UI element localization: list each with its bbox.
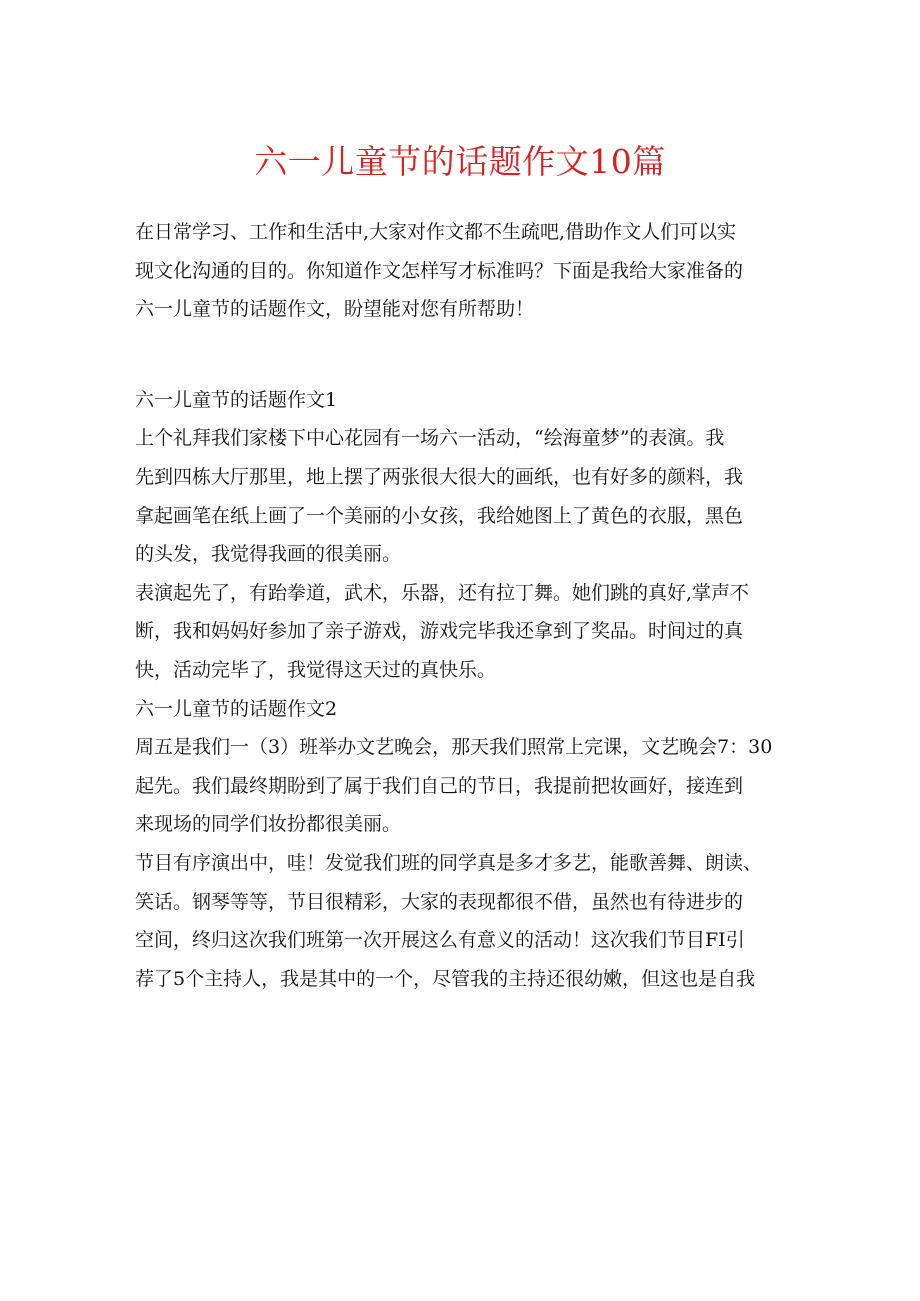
text-line: 快，活动完毕了，我觉得这天过的真快乐。	[135, 658, 497, 681]
document-body	[135, 213, 790, 998]
essay-2-paragraph-2	[135, 844, 790, 998]
paragraph-gap	[135, 329, 790, 381]
text-line: 起先。我们最终期盼到了属于我们自己的节日，我提前把妆画好，接连到	[135, 774, 744, 797]
text-line: 上个礼拜我们家楼下中心花园有一场六一活动，“绘海童梦”的表演。我	[135, 427, 725, 450]
intro-paragraph	[135, 213, 790, 329]
essay-2-paragraph-1	[135, 728, 790, 844]
text-line: 六一儿童节的话题作文，盼望能对您有所帮助！	[135, 298, 535, 321]
essay-2-heading: 六一儿童节的话题作文2	[135, 697, 338, 720]
essay-1-heading: 六一儿童节的话题作文1	[135, 388, 338, 411]
text-line: 现文化沟通的目的。你知道作文怎样写才标准吗？下面是我给大家准备的	[135, 259, 744, 282]
text-line: 笑话。钢琴等等，节目很精彩，大家的表现都很不借，虽然也有待进步的	[135, 890, 744, 913]
text-line: 在日常学习、工作和生活中,大家对作文都不生疏吧,借助作文人们可以实	[135, 221, 737, 243]
text-line: 空间，终归这次我们班第一次开展这么有意义的活动！这次我们节目FI引	[135, 929, 745, 952]
text-line: 荐了5个主持人，我是其中的一个，尽管我的主持还很幼嫩，但这也是自我	[135, 967, 756, 990]
document-title: 六一儿童节的话题作文10篇	[254, 142, 666, 181]
essay-1-paragraph-2	[135, 574, 790, 690]
text-line: 周五是我们一（3）班举办文艺晚会，那天我们照常上完课，文艺晚会7：30	[135, 736, 773, 759]
text-line: 先到四栋大厅那里，地上摆了两张很大很大的画纸，也有好多的颜料，我	[135, 465, 744, 488]
essay-1-paragraph-1	[135, 419, 790, 573]
text-line: 断，我和妈妈好参加了亲子游戏，游戏完毕我还拿到了奖品。时间过的真	[135, 620, 744, 643]
text-line: 来现场的同学们妆扮都很美丽。	[135, 813, 402, 836]
text-line: 拿起画笔在纸上画了一个美丽的小女孩，我给她图上了黄色的衣服，黑色	[135, 504, 744, 527]
text-line: 表演起先了，有跆拳道，武术，乐器，还有拉丁舞。她们跳的真好,掌声不	[135, 581, 750, 604]
text-line: 节目有序演出中，哇！发觉我们班的同学真是多才多艺，能歌善舞、朗读、	[135, 851, 763, 874]
text-line: 的头发，我觉得我画的很美丽。	[135, 543, 402, 566]
